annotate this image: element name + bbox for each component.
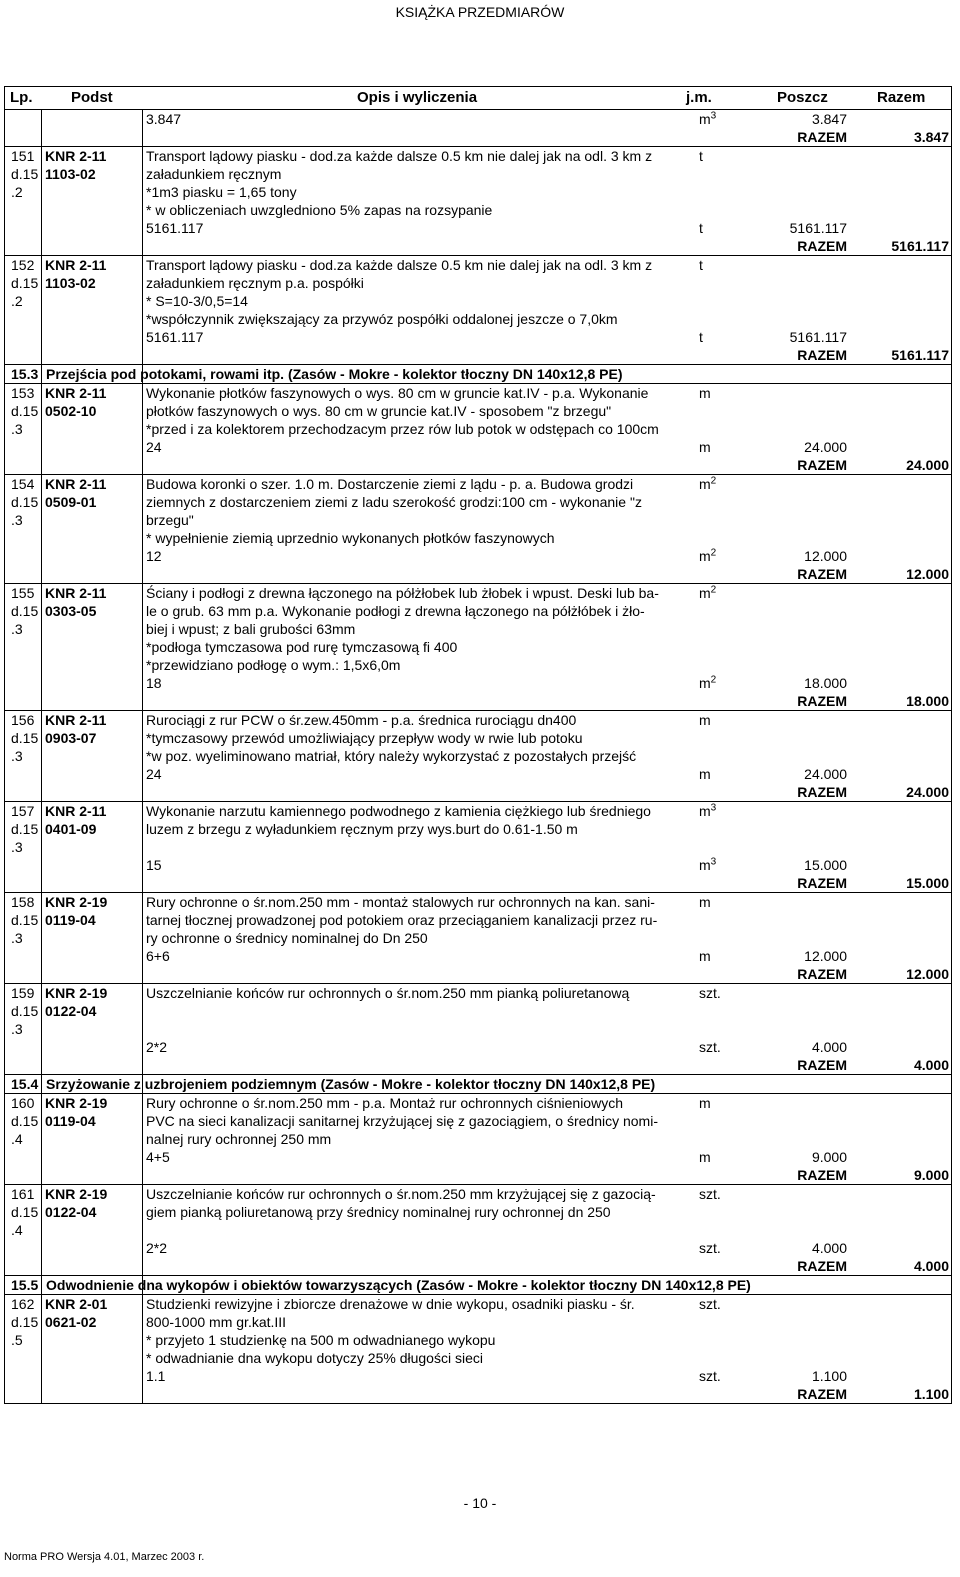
table-row <box>5 420 951 438</box>
cell-opis: płotków faszynowych o wys. 80 cm w gruncie kat.IV - sposobem "z brzegu" <box>146 403 612 419</box>
razem-row <box>5 1257 951 1275</box>
table-row <box>5 892 951 911</box>
cell-opis: 3.847 <box>146 111 182 127</box>
section-row <box>5 364 951 383</box>
table-row <box>5 1313 951 1331</box>
cell-opis: 2*2 <box>146 1240 168 1256</box>
table-row <box>5 911 951 929</box>
cell-opis: Rury ochronne o śr.nom.250 mm - montaż stalowych rur ochronnych na kan. sani- <box>146 894 655 910</box>
cell-opis: ziemnych z dostarczeniem ziemi z ladu szerokość grodzi:100 cm - wykonanie "z <box>146 494 642 510</box>
col-lp: Lp. <box>10 89 33 106</box>
cell-opis: giem pianką poliuretanową przy średnicy nominalnej rury ochronnej dn 250 <box>146 1204 611 1220</box>
table-header <box>5 87 951 110</box>
table-row <box>5 1130 951 1148</box>
cell-opis: PVC na sieci kanalizacji sanitarnej krzyżującej się z gazociągiem, o średnicy nomi- <box>146 1113 658 1129</box>
cell-opis: 4+5 <box>146 1149 170 1165</box>
razem-value: 12.000 <box>906 566 949 582</box>
cell-opis: biej i wpust; z bali grubości 63mm <box>146 621 356 637</box>
cell-lp: .3 <box>11 1021 23 1037</box>
razem-row <box>5 237 951 255</box>
table-row <box>5 146 951 165</box>
table-row <box>5 274 951 292</box>
cell-lp: .2 <box>11 293 23 309</box>
razem-label: RAZEM <box>797 1386 847 1402</box>
table-row <box>5 383 951 402</box>
cell-podst: 0122-04 <box>45 1204 97 1220</box>
page-number: - 10 - <box>463 1495 497 1511</box>
table-row <box>5 765 951 783</box>
cell-lp: d.15 <box>11 603 39 619</box>
cell-podst: 1103-02 <box>45 166 96 182</box>
razem-label: RAZEM <box>797 457 847 473</box>
section-number: 15.4 <box>11 1076 39 1092</box>
razem-row <box>5 874 951 892</box>
razem-value: 18.000 <box>906 693 949 709</box>
cell-opis: Uszczelnianie końców rur ochronnych o śr.nom.250 mm pianką poliuretanową <box>146 985 630 1001</box>
cell-opis: Wykonanie płotków faszynowych o wys. 80 cm w gruncie kat.IV - p.a. Wykonanie <box>146 385 649 401</box>
table-row <box>5 583 951 602</box>
cell-lp: 152 <box>11 257 35 273</box>
cell-opis: ry ochronne o średnicy nominalnej do Dn 250 <box>146 930 428 946</box>
cell-lp: .3 <box>11 512 23 528</box>
cell-jm: szt. <box>699 1296 721 1312</box>
cell-jm: $m^2$ <box>699 475 717 492</box>
razem-value: 24.000 <box>906 457 949 473</box>
cell-lp: d.15 <box>11 494 39 510</box>
table-row <box>5 474 951 493</box>
razem-row <box>5 346 951 364</box>
cell-jm: szt. <box>699 985 721 1001</box>
cell-opis: *tymczasowy przewód umożliwiający przepływ wody w rwie lub potoku <box>146 730 583 746</box>
cell-podst: KNR 2-11 <box>45 148 107 164</box>
cell-opis: *przewidziano podłogę o wym.: 1,5x6,0m <box>146 657 401 673</box>
cell-lp: 155 <box>11 585 35 601</box>
table-row <box>5 674 951 692</box>
cell-opis: tarnej tłocznej prowadzonej pod potokiem oraz przeciąganiem kanalizacji przez ru- <box>146 912 658 928</box>
cell-opis: *współczynnik zwiększający za przywóz pospółki oddalonej jeszcze o 7,0km <box>146 311 618 327</box>
cell-poszcz: 12.000 <box>804 948 847 964</box>
table-row <box>5 729 951 747</box>
table-row <box>5 1239 951 1257</box>
razem-row <box>5 128 951 146</box>
cell-opis: brzegu" <box>146 512 194 528</box>
cell-jm: szt. <box>699 1368 721 1384</box>
table-body <box>5 110 951 1403</box>
col-jm: j.m. <box>686 89 712 106</box>
cell-lp: d.15 <box>11 1113 39 1129</box>
cell-jm: t <box>699 148 703 164</box>
cell-lp: d.15 <box>11 1204 39 1220</box>
razem-row <box>5 565 951 583</box>
razem-value: 15.000 <box>906 875 949 891</box>
cell-lp: .3 <box>11 930 23 946</box>
cell-podst: 0502-10 <box>45 403 97 419</box>
razem-row <box>5 1166 951 1184</box>
razem-row <box>5 1385 951 1403</box>
section-title: Przejścia pod potokami, rowami itp. (Zasów - Mokre - kolektor tłoczny DN 140x12,8 PE) <box>46 366 623 382</box>
cell-jm: m <box>699 1149 711 1165</box>
table-row <box>5 292 951 310</box>
cell-lp: 162 <box>11 1296 35 1312</box>
cell-jm: $m^3$ <box>699 802 717 819</box>
cell-jm: $m^2$ <box>699 584 717 601</box>
cell-opis: * w obliczeniach uwzgledniono 5% zapas na rozsypanie <box>146 202 493 218</box>
table-row <box>5 947 951 965</box>
razem-row <box>5 456 951 474</box>
cell-opis: 6+6 <box>146 948 170 964</box>
table-row <box>5 1112 951 1130</box>
cell-opis: 12 <box>146 548 162 564</box>
cell-opis: 15 <box>146 857 162 873</box>
table-row <box>5 710 951 729</box>
cell-lp: 159 <box>11 985 35 1001</box>
razem-row <box>5 965 951 983</box>
cell-opis: 2*2 <box>146 1039 168 1055</box>
cell-poszcz: 4.000 <box>811 1240 847 1256</box>
cell-podst: 0119-04 <box>45 912 96 928</box>
razem-value: 24.000 <box>906 784 949 800</box>
cell-opis: 5161.117 <box>146 220 204 236</box>
razem-value: 1.100 <box>913 1386 949 1402</box>
cell-jm: szt. <box>699 1240 721 1256</box>
cell-opis: Uszczelnianie końców rur ochronnych o śr.nom.250 mm krzyżującej się z gazocią- <box>146 1186 656 1202</box>
section-row <box>5 1074 951 1093</box>
razem-label: RAZEM <box>797 875 847 891</box>
table-row <box>5 1294 951 1313</box>
cell-podst: KNR 2-11 <box>45 476 107 492</box>
col-poszcz: Poszcz <box>777 89 828 106</box>
cell-poszcz: 24.000 <box>804 439 847 455</box>
table-row <box>5 656 951 674</box>
razem-value: 5161.117 <box>891 238 949 254</box>
razem-value: 5161.117 <box>891 347 949 363</box>
cell-lp: 151 <box>11 148 35 164</box>
cell-opis: luzem z brzegu z wyładunkiem ręcznym przy wys.burt do 0.61-1.50 m <box>146 821 578 837</box>
cell-lp: .5 <box>11 1332 23 1348</box>
cell-podst: 0401-09 <box>45 821 97 837</box>
cell-poszcz: 9.000 <box>811 1149 847 1165</box>
cell-opis: *podłoga tymczasowa pod rurę tymczasową fi 400 <box>146 639 458 655</box>
table-row <box>5 747 951 765</box>
table-row <box>5 1038 951 1056</box>
cell-podst: KNR 2-11 <box>45 803 107 819</box>
cell-jm: t <box>699 257 703 273</box>
cell-podst: KNR 2-11 <box>45 257 107 273</box>
razem-value: 3.847 <box>913 129 949 145</box>
cell-opis: 24 <box>146 439 162 455</box>
table-row <box>5 1331 951 1349</box>
table-row <box>5 201 951 219</box>
cell-lp: 158 <box>11 894 35 910</box>
table-row <box>5 165 951 183</box>
table-row <box>5 620 951 638</box>
table-row <box>5 1203 951 1221</box>
table-row <box>5 547 951 565</box>
razem-value: 4.000 <box>913 1258 949 1274</box>
cell-opis: Transport lądowy piasku - dod.za każde dalsze 0.5 km nie dalej jak na odl. 3 km z <box>146 148 653 164</box>
cell-podst: KNR 2-11 <box>45 585 107 601</box>
razem-label: RAZEM <box>797 693 847 709</box>
cell-jm: m <box>699 766 711 782</box>
cell-jm: m <box>699 948 711 964</box>
cell-lp: .4 <box>11 1222 23 1238</box>
cell-opis: nalnej rury ochronnej 250 mm <box>146 1131 332 1147</box>
table-row <box>5 402 951 420</box>
table-row <box>5 1148 951 1166</box>
cell-podst: KNR 2-19 <box>45 894 108 910</box>
section-number: 15.5 <box>11 1277 39 1293</box>
cell-podst: KNR 2-19 <box>45 1095 108 1111</box>
cell-jm: m <box>699 439 711 455</box>
table-row <box>5 820 951 838</box>
cell-jm: $m^3$ <box>699 110 717 127</box>
table-row <box>5 638 951 656</box>
cell-poszcz: 4.000 <box>811 1039 847 1055</box>
program-footer: Norma PRO Wersja 4.01, Marzec 2003 r. <box>4 1551 205 1563</box>
razem-row <box>5 1056 951 1074</box>
table-row <box>5 310 951 328</box>
cell-jm: $m^2$ <box>699 674 717 691</box>
razem-row <box>5 783 951 801</box>
cell-lp: .3 <box>11 621 23 637</box>
cell-podst: KNR 2-01 <box>45 1296 108 1312</box>
cell-lp: 156 <box>11 712 35 728</box>
section-title: Odwodnienie dna wykopów i obiektów towarzyszących (Zasów - Mokre - kolektor tłoczny DN 140x12,8 PE) <box>46 1277 751 1293</box>
razem-value: 4.000 <box>913 1057 949 1073</box>
cell-opis: Rury ochronne o śr.nom.250 mm - p.a. Montaż rur ochronnych ciśnieniowych <box>146 1095 623 1111</box>
cell-jm: m <box>699 894 711 910</box>
cell-lp: 154 <box>11 476 35 492</box>
cell-podst: 0303-05 <box>45 603 97 619</box>
razem-label: RAZEM <box>797 347 847 363</box>
table-row <box>5 493 951 511</box>
cell-opis: * przyjeto 1 studzienkę na 500 m odwadnianego wykopu <box>146 1332 496 1348</box>
razem-label: RAZEM <box>797 238 847 254</box>
table-row <box>5 219 951 237</box>
cell-lp: d.15 <box>11 166 39 182</box>
section-row <box>5 1275 951 1294</box>
cell-opis: 5161.117 <box>146 329 204 345</box>
table-row <box>5 801 951 820</box>
cell-jm: $m^2$ <box>699 547 717 564</box>
razem-value: 9.000 <box>913 1167 949 1183</box>
razem-label: RAZEM <box>797 1167 847 1183</box>
cell-lp: .3 <box>11 748 23 764</box>
cell-lp: .2 <box>11 184 23 200</box>
cell-opis: Rurociągi z rur PCW o śr.zew.450mm - p.a. średnica rurociągu dn400 <box>146 712 577 728</box>
cell-lp: 161 <box>11 1186 35 1202</box>
table-row <box>5 110 951 128</box>
cell-opis: le o grub. 63 mm p.a. Wykonanie podłogi z drewna łączonego na półżłóbek i żło- <box>146 603 645 619</box>
cell-podst: 0122-04 <box>45 1003 97 1019</box>
cell-podst: 0621-02 <box>45 1314 97 1330</box>
cell-opis: * wypełnienie ziemią uprzednio wykonanych płotków faszynowych <box>146 530 555 546</box>
razem-label: RAZEM <box>797 966 847 982</box>
table-row <box>5 438 951 456</box>
estimate-table <box>4 86 952 1404</box>
col-podst: Podst <box>71 89 113 106</box>
cell-podst: KNR 2-19 <box>45 985 108 1001</box>
cell-lp: d.15 <box>11 730 39 746</box>
table-row <box>5 529 951 547</box>
table-row <box>5 929 951 947</box>
cell-lp: d.15 <box>11 912 39 928</box>
cell-jm: m <box>699 712 711 728</box>
cell-jm: szt. <box>699 1039 721 1055</box>
table-row <box>5 183 951 201</box>
table-row <box>5 1184 951 1203</box>
cell-podst: KNR 2-11 <box>45 712 107 728</box>
cell-jm: szt. <box>699 1186 721 1202</box>
cell-jm: $m^3$ <box>699 856 717 873</box>
cell-opis: *przed i za kolektorem przechodzacym przez rów lub potok w odstępach co 100cm <box>146 421 659 437</box>
table-row <box>5 1002 951 1020</box>
cell-lp: d.15 <box>11 1314 39 1330</box>
cell-opis: * S=10-3/0,5=14 <box>146 293 248 309</box>
table-row <box>5 602 951 620</box>
cell-opis: załadunkiem ręcznym <box>146 166 282 182</box>
cell-opis: załadunkiem ręcznym p.a. pospółki <box>146 275 364 291</box>
cell-opis: 1.1 <box>146 1368 166 1384</box>
cell-opis: Wykonanie narzutu kamiennego podwodnego z kamienia ciężkiego lub średniego <box>146 803 651 819</box>
cell-jm: t <box>699 329 703 345</box>
table-row <box>5 328 951 346</box>
cell-lp: d.15 <box>11 821 39 837</box>
razem-label: RAZEM <box>797 129 847 145</box>
cell-opis: * odwadnianie dna wykopu dotyczy 25% długości sieci <box>146 1350 483 1366</box>
razem-label: RAZEM <box>797 784 847 800</box>
cell-opis: Studzienki rewizyjne i zbiorcze drenażowe w dnie wykopu, osadniki piasku - śr. <box>146 1296 635 1312</box>
razem-row <box>5 692 951 710</box>
table-row <box>5 838 951 856</box>
table-row <box>5 1020 951 1038</box>
cell-opis: Ściany i podłogi z drewna łączonego na półżłobek lub żłobek i wpust. Deski lub ba- <box>146 585 659 601</box>
cell-poszcz: 15.000 <box>804 857 847 873</box>
cell-podst: KNR 2-19 <box>45 1186 108 1202</box>
cell-opis: 18 <box>146 675 162 691</box>
cell-lp: 153 <box>11 385 35 401</box>
cell-lp: d.15 <box>11 275 39 291</box>
razem-value: 12.000 <box>906 966 949 982</box>
section-title: Srzyżowanie z uzbrojeniem podziemnym (Zasów - Mokre - kolektor tłoczny DN 140x12,8 PE) <box>46 1076 656 1092</box>
cell-lp: .4 <box>11 1131 23 1147</box>
cell-opis: 24 <box>146 766 162 782</box>
razem-label: RAZEM <box>797 1258 847 1274</box>
col-razem: Razem <box>877 89 926 106</box>
table-row <box>5 1367 951 1385</box>
cell-lp: .3 <box>11 839 23 855</box>
cell-jm: t <box>699 220 703 236</box>
cell-podst: 0903-07 <box>45 730 97 746</box>
cell-lp: .3 <box>11 421 23 437</box>
cell-opis: Transport lądowy piasku - dod.za każde dalsze 0.5 km nie dalej jak na odl. 3 km z <box>146 257 653 273</box>
cell-opis: *1m3 piasku = 1,65 tony <box>146 184 297 200</box>
cell-opis: Budowa koronki o szer. 1.0 m. Dostarczenie ziemi z lądu - p. a. Budowa grodzi <box>146 476 634 492</box>
table-row <box>5 1349 951 1367</box>
cell-opis: 800-1000 mm gr.kat.III <box>146 1314 287 1330</box>
table-row <box>5 1093 951 1112</box>
cell-podst: 0119-04 <box>45 1113 96 1129</box>
cell-poszcz: 18.000 <box>804 675 847 691</box>
cell-lp: d.15 <box>11 403 39 419</box>
cell-poszcz: 24.000 <box>804 766 847 782</box>
page-title: KSIĄŻKA PRZEDMIARÓW <box>395 4 565 20</box>
cell-opis: *w poz. wyeliminowano matriał, który należy wykorzystać z pozostałych przejść <box>146 748 637 764</box>
cell-poszcz: 5161.117 <box>789 329 847 345</box>
cell-poszcz: 1.100 <box>811 1368 847 1384</box>
col-opis: Opis i wyliczenia <box>357 89 478 106</box>
cell-lp: d.15 <box>11 1003 39 1019</box>
section-number: 15.3 <box>11 366 39 382</box>
razem-label: RAZEM <box>797 566 847 582</box>
cell-lp: 160 <box>11 1095 35 1111</box>
cell-podst: 0509-01 <box>45 494 97 510</box>
cell-poszcz: 12.000 <box>804 548 847 564</box>
table-row <box>5 1221 951 1239</box>
cell-poszcz: 5161.117 <box>789 220 847 236</box>
table-row <box>5 983 951 1002</box>
razem-label: RAZEM <box>797 1057 847 1073</box>
cell-jm: m <box>699 385 711 401</box>
table-row <box>5 255 951 274</box>
cell-podst: 1103-02 <box>45 275 96 291</box>
cell-jm: m <box>699 1095 711 1111</box>
cell-podst: KNR 2-11 <box>45 385 107 401</box>
table-row <box>5 856 951 874</box>
table-row <box>5 511 951 529</box>
cell-lp: 157 <box>11 803 35 819</box>
cell-poszcz: 3.847 <box>811 111 847 127</box>
